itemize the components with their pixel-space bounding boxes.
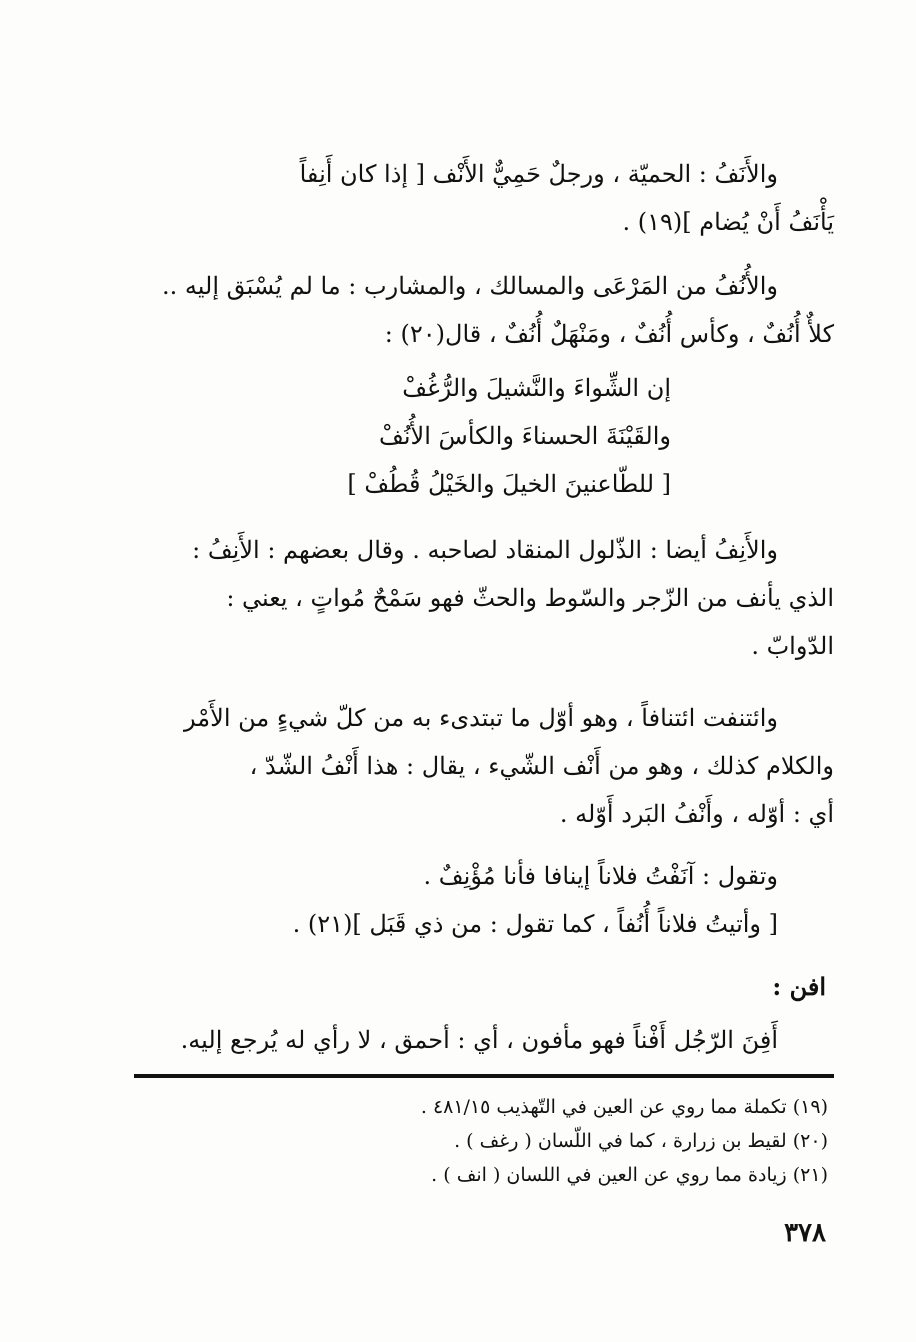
- poem-verse: والقَيْنَةَ الحسناءَ والكأسَ الأُنُفْ: [379, 422, 671, 450]
- paragraph-anif-dhalul: [134, 526, 834, 670]
- page-number: ٣٧٨: [784, 1218, 826, 1248]
- footnote: (٢٠) لقيط بن زرارة ، كما في اللّسان ( رغف ) .: [454, 1130, 828, 1152]
- paragraph-itinaf: [134, 694, 834, 838]
- footnote: (٢١) زيادة مما روي عن العين في اللسان ( انف ) .: [431, 1164, 828, 1186]
- paragraph-unuf-marʿa: [134, 262, 834, 358]
- poem-verse: [ للطّاعنينَ الخيلَ والخَيْلُ قُطُفْ ]: [347, 470, 671, 498]
- text-line: يَأْنَفُ أَنْ يُضام ](١٩) .: [622, 208, 834, 236]
- poem-verse: إن الشِّواءَ والنَّشيلَ والرُّغُفْ: [402, 374, 671, 402]
- text-line: وائتنفت ائتنافاً ، وهو أوّل ما تبتدىء به من كلّ شيءٍ من الأَمْر: [184, 704, 778, 732]
- text-line: الذي يأنف من الزّجر والسّوط والحثّ فهو سَمْحٌ مُواتٍ ، يعني :: [226, 584, 834, 612]
- text-line: والأُنُفُ من المَرْعَى والمسالك ، والمشارب : ما لم يُسْبَق إليه ..: [162, 272, 778, 300]
- footnotes: [228, 1090, 828, 1192]
- poem-verses: [251, 364, 671, 508]
- footnote: (١٩) تكملة مما روي عن العين في التّهذيب ٤٨١/١٥ .: [420, 1096, 828, 1118]
- entry-heading: افن :: [772, 972, 826, 1001]
- paragraph-anaf-hamiyya: [134, 150, 834, 246]
- text-line: والكلام كذلك ، وهو من أَنْف الشّيء ، يقال : هذا أَنْفُ الشّدّ ،: [249, 752, 834, 780]
- text-line: والأَنَفُ : الحميّة ، ورجلٌ حَمِيٌّ الأَنْف [ إذا كان أَنِفاً: [299, 160, 778, 188]
- paragraph-anaftu: [134, 852, 834, 948]
- text-line: [ وأتيتُ فلاناً أُنُفاً ، كما تقول : من ذي قَبَل ](٢١) .: [292, 910, 778, 938]
- footnote-divider: [134, 1074, 834, 1078]
- text-line: والأَنِفُ أيضا : الذّلول المنقاد لصاحبه . وقال بعضهم : الأَنِفُ :: [192, 536, 778, 564]
- text-line: الدّوابّ .: [751, 632, 834, 660]
- text-line: أي : أوّله ، وأَنْفُ البَرد أَوّله .: [559, 800, 834, 828]
- text-line: كلأٌ أُنُفٌ ، وكأس أُنُفٌ ، ومَنْهَلٌ أُنُفٌ ، قال(٢٠) :: [384, 320, 834, 348]
- text-line: أَفِنَ الرّجُل أَفْناً فهو مأفون ، أي : أحمق ، لا رأي له يُرجع إليه.: [180, 1026, 778, 1054]
- text-line: وتقول : آنَفْتُ فلاناً إينافا فأنا مُؤْنِفٌ .: [423, 862, 778, 890]
- paragraph-afin: [134, 1016, 834, 1064]
